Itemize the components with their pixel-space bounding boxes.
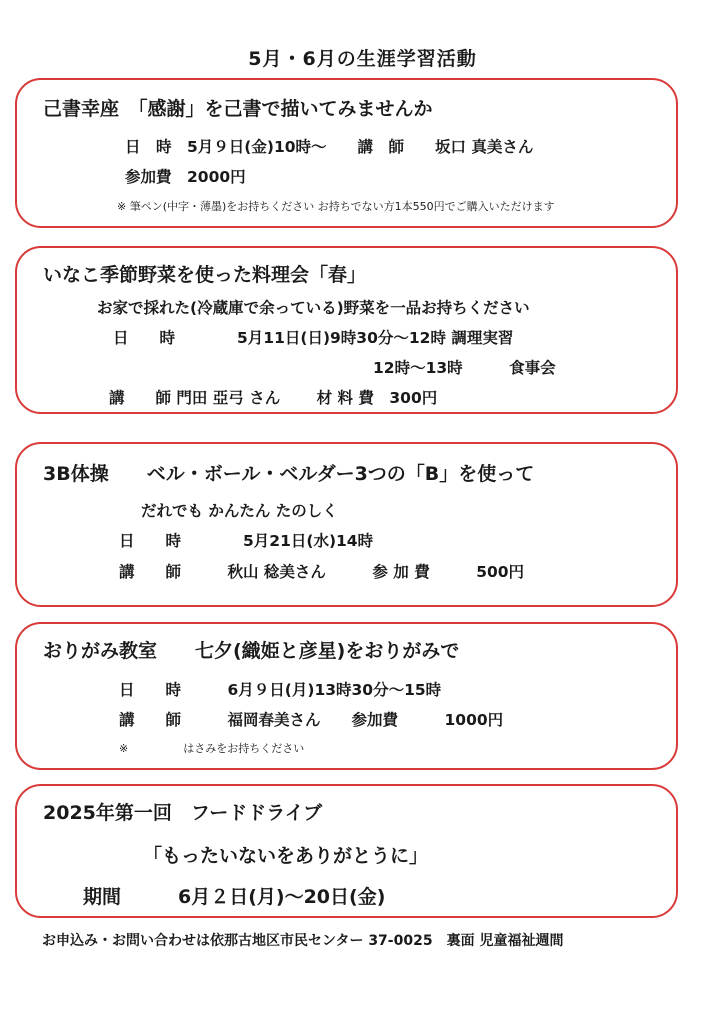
event-box-food-drive bbox=[15, 784, 678, 918]
event-heading: 3B体操 ベル・ボール・ベルダー3つの「B」を使って bbox=[43, 463, 535, 485]
event-detail: 日 時 5月９日(金)10時～ 講 師 坂口 真美さん bbox=[125, 138, 534, 156]
event-detail: 日 時 5月21日(水)14時 bbox=[119, 532, 374, 550]
event-box-cooking bbox=[15, 246, 678, 414]
event-heading: 己書幸座 「感謝」を己書で描いてみませんか bbox=[43, 98, 433, 120]
contact-footer: お申込み・お問い合わせは依那古地区市民センター 37-0025 裏面 児童福祉週間 bbox=[42, 933, 564, 949]
event-detail: 12時～13時 食事会 bbox=[373, 359, 556, 377]
event-detail: 参加費 2000円 bbox=[125, 168, 246, 186]
event-box-origami bbox=[15, 622, 678, 770]
event-box-kisho bbox=[15, 78, 678, 228]
event-note: ※ 筆ペン(中字・薄墨)をお持ちください お持ちでない方1本550円でご購入いただけます bbox=[117, 200, 555, 213]
event-box-3b-exercise bbox=[15, 442, 678, 607]
event-slogan: 「もったいないをありがとうに」 bbox=[143, 845, 429, 867]
event-heading: いなこ季節野菜を使った料理会「春」 bbox=[43, 264, 367, 286]
event-detail: 講 師 秋山 稔美さん 参 加 費 500円 bbox=[119, 563, 525, 581]
event-note: ※ はさみをお持ちください bbox=[119, 742, 305, 755]
event-heading: 2025年第一回 フードドライブ bbox=[43, 802, 323, 824]
event-detail: 日 時 5月11日(日)9時30分～12時 調理実習 bbox=[113, 329, 514, 347]
page-title: 5月・6月の生涯学習活動 bbox=[248, 48, 477, 70]
event-detail: お家で採れた(冷蔵庫で余っている)野菜を一品お持ちください bbox=[97, 299, 530, 317]
event-heading: おりがみ教室 七夕(織姫と彦星)をおりがみで bbox=[43, 640, 460, 662]
event-period: 期間 6月２日(月)～20日(金) bbox=[83, 886, 386, 908]
event-detail: 講 師 門田 亞弓 さん 材 料 費 300円 bbox=[109, 389, 438, 407]
event-detail: だれでも かんたん たのしく bbox=[141, 502, 338, 520]
event-detail: 日 時 6月９日(月)13時30分～15時 bbox=[119, 681, 442, 699]
event-detail: 講 師 福岡春美さん 参加費 1000円 bbox=[119, 711, 504, 729]
